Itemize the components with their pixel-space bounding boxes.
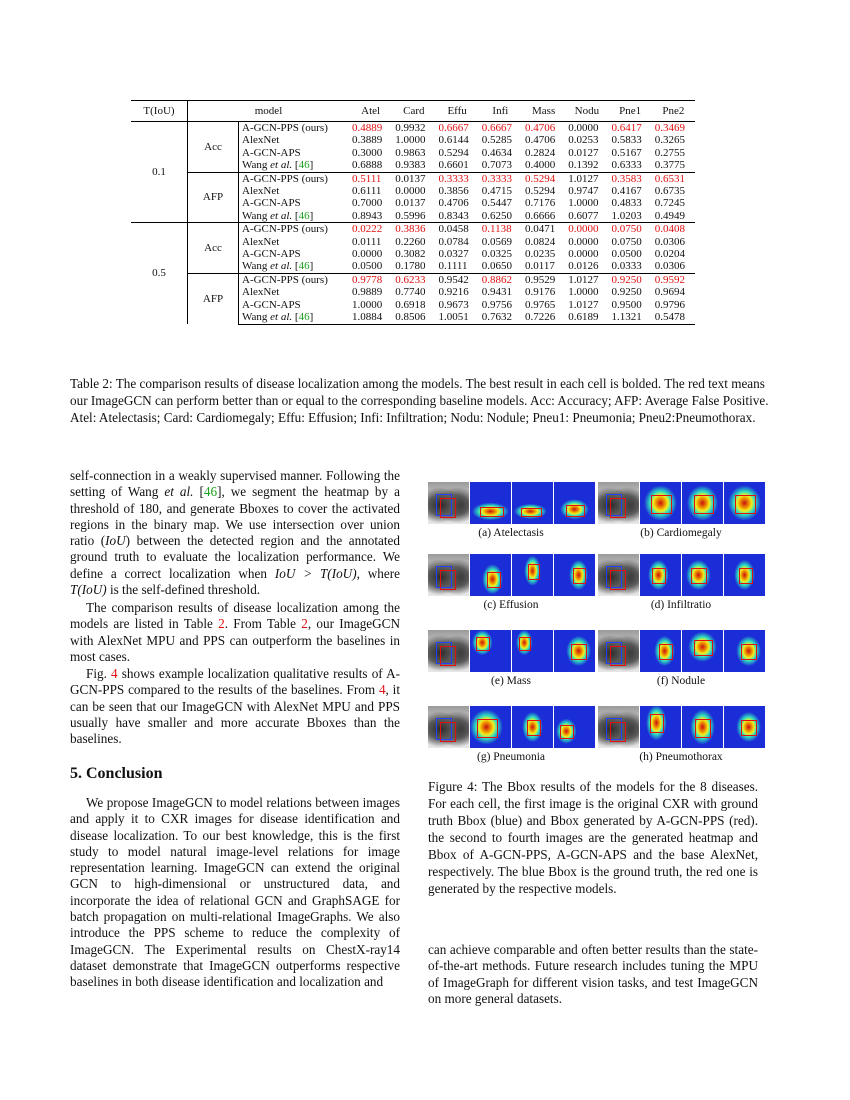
table-cell: 0.5167: [611, 146, 642, 159]
table-cell: 0.1111: [438, 260, 468, 273]
table-cell: 0.9176: [525, 286, 556, 299]
heatmap-bbox: [573, 568, 586, 584]
table-cell: 1.0127: [568, 298, 599, 311]
table-cell: 0.0333: [611, 260, 642, 273]
figure-subcaption: (c) Effusion: [483, 599, 539, 611]
model-name-cell: A-GCN-APS: [239, 248, 350, 260]
col-header: Pne2: [652, 101, 695, 122]
table-cell: 0.3856: [438, 185, 469, 198]
table-cell: 0.0325: [481, 248, 512, 261]
table-cell: 0.0824: [525, 235, 556, 248]
figure-subcaption: (e) Mass: [491, 675, 531, 687]
predicted-bbox: [440, 646, 456, 666]
table-cell: 0.0306: [654, 260, 685, 273]
heatmap-image: [640, 630, 681, 672]
table-cell: 0.0137: [395, 197, 426, 210]
table-cell: 0.2260: [395, 235, 426, 248]
table-cell: 0.4634: [481, 146, 512, 159]
figure-ref-link[interactable]: 4: [111, 666, 118, 681]
col-header: Card: [392, 101, 435, 122]
table-cell: 0.6601: [438, 159, 469, 172]
table-cell: 0.6189: [565, 311, 608, 324]
table-cell: 0.9250: [609, 273, 652, 286]
table-cell: 0.9500: [611, 298, 642, 311]
table-cell: 0.8862: [479, 273, 522, 286]
table-cell: 1.0051: [436, 311, 479, 324]
heatmap-bbox: [487, 572, 501, 588]
heatmap-image: [640, 554, 681, 596]
citation-link[interactable]: 46: [203, 484, 218, 500]
table-cell: 0.0117: [525, 260, 555, 273]
heatmap-image: [512, 482, 553, 524]
table-cell: 0.9756: [481, 298, 512, 311]
model-name-cell: A-GCN-PPS (ours): [239, 172, 350, 185]
table-cell: 1.0000: [568, 197, 599, 210]
table-row: [131, 223, 695, 236]
heatmap-image: [640, 482, 681, 524]
model-name-cell: AlexNet: [239, 134, 350, 146]
table-cell: 0.9863: [395, 146, 426, 159]
col-header: Atel: [349, 101, 392, 122]
table-cell: 0.5996: [395, 209, 426, 222]
heatmap-bbox: [519, 637, 531, 651]
cxr-image: [428, 554, 469, 596]
table-cell: 0.0569: [481, 235, 512, 248]
predicted-bbox: [610, 646, 626, 666]
col-header: T(IoU): [131, 101, 188, 122]
heatmap-image: [470, 630, 511, 672]
table-cell: 0.7226: [522, 311, 565, 324]
table-cell: 1.0884: [349, 311, 392, 324]
heatmap-image: [682, 554, 723, 596]
heatmap-bbox: [528, 564, 540, 580]
table-cell: 0.0327: [438, 248, 469, 261]
table-cell: 0.8943: [352, 209, 383, 222]
heatmap-bbox: [651, 495, 672, 514]
table-cell: 0.5285: [481, 134, 512, 147]
heatmap-image: [554, 706, 595, 748]
figure-subcaption: (h) Pneumothorax: [639, 751, 723, 763]
cxr-image: [598, 482, 639, 524]
heatmap-image: [724, 482, 765, 524]
heatmap-bbox: [659, 644, 673, 660]
table-cell: 0.9250: [611, 286, 642, 299]
col-header: model: [188, 101, 350, 122]
table-cell: 0.9778: [349, 273, 392, 286]
table-cell: 0.7176: [525, 197, 556, 210]
table-cell: 0.6888: [352, 159, 383, 172]
table-cell: 0.9383: [395, 159, 426, 172]
figure-panel: [598, 630, 764, 692]
table-cell: 1.0127: [565, 273, 608, 286]
table-cell: 0.1138: [479, 223, 522, 236]
table-cell: 0.6667: [481, 122, 512, 134]
table-cell: 0.5478: [652, 311, 695, 324]
table-cell: 0.6111: [352, 185, 382, 198]
model-name-cell: Wang et al. [46]: [239, 159, 350, 172]
table-cell: 0.4889: [352, 122, 383, 134]
table-caption: Table 2: The comparison results of disease localization among the models. The best result in each cell is bolded. The red text means our ImageGCN can perform better than or equal to the corresponding baseline models. Acc: Accuracy; AFP: Average False Positive. Atel: Atelectasis; Card: Cardiomegaly; Effu: Effusion; Infi: Infiltration; Nodu: Nodule; Pneu1: Pneumonia; Pneu2:Pneumothorax.: [70, 376, 769, 425]
table-cell: 0.3469: [654, 122, 685, 134]
table-cell: 0.0111: [352, 235, 382, 248]
table-row: [131, 172, 695, 185]
predicted-bbox: [610, 498, 626, 518]
figure-subcaption: (d) Infiltratio: [650, 599, 712, 611]
table-cell: 0.0235: [525, 248, 556, 261]
table-cell: 0.0500: [611, 248, 642, 261]
heatmap-bbox: [571, 644, 587, 660]
heatmap-image: [724, 630, 765, 672]
table-row: [131, 122, 695, 135]
table-cell: 0.5447: [481, 197, 512, 210]
paragraph-figure-discussion: Fig. 4 shows example localization qualitative results of A-GCN-PPS compared to the results of the baselines. From 4, it can be seen that our ImageGCN with AlexNet MPU and PPS usually have smaller and more accurate Bboxes than the baselines.: [70, 666, 401, 747]
table-cell: 0.9431: [481, 286, 512, 299]
table-cell: 0.6666: [525, 209, 556, 222]
table-cell: 0.0650: [481, 260, 512, 273]
table-cell: 0.7000: [352, 197, 383, 210]
paragraph-comparison: The comparison results of disease localization among the models are listed in Table 2. From Table 2, our ImageGCN with AlexNet MPU and PPS can outperform the baselines in most cases.: [70, 600, 400, 664]
figure-ref-link[interactable]: 4: [378, 682, 386, 698]
table-cell: 0.3333: [436, 172, 479, 185]
predicted-bbox: [610, 722, 626, 742]
table-cell: 0.0137: [392, 172, 435, 185]
table-cell: 0.8343: [438, 209, 469, 222]
table-cell: 0.0000: [568, 122, 599, 134]
heatmap-bbox: [480, 507, 504, 517]
table-cell: 0.9765: [525, 298, 556, 311]
predicted-bbox: [610, 570, 626, 590]
table-cell: 1.0000: [352, 298, 383, 311]
heatmap-bbox: [694, 640, 713, 656]
table-cell: 0.9694: [654, 286, 685, 299]
table-cell: 0.5111: [349, 172, 392, 185]
table-cell: 0.3000: [352, 146, 383, 159]
heatmap-image: [724, 706, 765, 748]
section-title: 5. Conclusion: [70, 765, 163, 782]
table-cell: 0.6233: [392, 273, 435, 286]
table-cell: 0.4706: [525, 122, 556, 134]
heatmap-bbox: [695, 719, 711, 738]
table-cell: 0.7740: [395, 286, 426, 299]
table-ref-link[interactable]: 2: [218, 616, 225, 632]
table-cell: 0.6417: [611, 122, 642, 134]
col-header: Effu: [436, 101, 479, 122]
table-cell: 0.6144: [438, 134, 469, 147]
figure-bbox-results: [428, 482, 764, 772]
iou-threshold-cell: 0.1: [152, 165, 166, 178]
heatmap-bbox: [741, 644, 757, 660]
heatmap-image: [724, 554, 765, 596]
model-name-cell: A-GCN-PPS (ours): [239, 122, 350, 135]
predicted-bbox: [440, 498, 456, 518]
citation-link[interactable]: 46: [298, 209, 310, 222]
table-cell: 0.3583: [609, 172, 652, 185]
cxr-image: [598, 630, 639, 672]
cxr-image: [598, 706, 639, 748]
heatmap-image: [470, 706, 511, 748]
table-header-row: [131, 101, 695, 122]
heatmap-image: [470, 482, 511, 524]
model-name-cell: AlexNet: [239, 185, 350, 197]
model-name-cell: A-GCN-APS: [239, 299, 350, 311]
table-cell: 0.9592: [652, 273, 695, 286]
table-cell: 0.9542: [436, 273, 479, 286]
table-cell: 0.3889: [352, 134, 383, 147]
figure-panel: [598, 482, 764, 544]
table-cell: 1.0127: [565, 172, 608, 185]
col-header: Pne1: [609, 101, 652, 122]
model-name-cell: AlexNet: [239, 236, 350, 248]
heatmap-bbox: [652, 568, 666, 584]
paragraph-conclusion: We propose ImageGCN to model relations between images and apply it to CXR images for disease identification and disease localization. To our best knowledge, this is the first study to model natural image-level relations for image representation learning. ImageGCN can extend the original GCN to high-dimensional or unstructured data, and incorporate the idea of relational GCN and GraphSAGE for batch propagation on multi-relational ImageGraphs. We also introduce the PPS scheme to reduce the complexity of ImageGCN. The Experimental results on ChestX-ray14 dataset demonstrate that ImageGCN outperforms respective baselines in both disease identification and localization and: [70, 795, 400, 990]
predicted-bbox: [440, 570, 456, 590]
col-header: Mass: [522, 101, 565, 122]
table-cell: 0.0204: [654, 248, 685, 261]
table-cell: 0.9529: [522, 273, 565, 286]
heatmap-bbox: [477, 719, 498, 738]
table-cell: 0.9889: [352, 286, 383, 299]
citation-link[interactable]: 46: [298, 159, 310, 172]
metric-cell: Acc: [188, 122, 239, 173]
table-cell: 0.5294: [525, 185, 556, 198]
table-cell: 0.4949: [654, 209, 685, 222]
figure-subcaption: (f) Nodule: [656, 675, 706, 687]
table-cell: 0.0750: [609, 223, 652, 236]
figure-subcaption: (g) Pneumonia: [476, 751, 546, 763]
table-cell: 0.0000: [352, 248, 383, 261]
table-cell: 1.0203: [611, 209, 642, 222]
table-cell: 0.0000: [565, 223, 608, 236]
table-cell: 0.5294: [522, 172, 565, 185]
heatmap-image: [554, 482, 595, 524]
table-cell: 0.2755: [654, 146, 685, 159]
table-cell: 0.0222: [349, 223, 392, 236]
figure-panel: [428, 630, 594, 692]
table-cell: 0.2824: [525, 146, 556, 159]
table-cell: 0.0750: [611, 235, 642, 248]
figure-subcaption: (a) Atelectasis: [478, 527, 544, 539]
iou-threshold-cell: 0.5: [131, 223, 188, 324]
table-cell: 0.4715: [481, 185, 512, 198]
cxr-image: [598, 554, 639, 596]
metric-cell: AFP: [188, 273, 239, 324]
heatmap-image: [512, 706, 553, 748]
metric-cell: Acc: [188, 223, 239, 274]
table-cell: 0.4706: [525, 134, 556, 147]
table-cell: 0.6667: [438, 122, 469, 134]
table-cell: 0.9216: [438, 286, 469, 299]
model-name-cell: Wang et al. [46]: [239, 311, 350, 324]
figure-panel: [428, 554, 594, 616]
table-cell: 0.4000: [525, 159, 556, 172]
heatmap-image: [512, 630, 553, 672]
table-cell: 0.9796: [654, 298, 685, 311]
figure-panel: [598, 706, 764, 768]
table-cell: 1.1321: [609, 311, 652, 324]
heatmap-image: [682, 630, 723, 672]
table-cell: 0.0471: [522, 223, 565, 236]
table-cell: 0.5833: [611, 134, 642, 147]
heatmap-bbox: [741, 720, 757, 736]
table-cell: 0.3333: [479, 172, 522, 185]
heatmap-image: [682, 706, 723, 748]
figure-panel: [598, 554, 764, 616]
table-cell: 0.1392: [568, 159, 599, 172]
paragraph-localization: self-connection in a weakly supervised manner. Following the setting of Wang et al. [46], we segment the heatmap by a threshold of 180, and generate Bboxes to cover the activated regions in the binary map. We use intersection over union ratio (IoU) between the detected region and the annotated ground truth to evaluate the localization performance. We define a correct localization when IoU > T(IoU), where T(IoU) is the self-defined threshold.: [70, 468, 400, 598]
table-cell: 0.0000: [395, 185, 426, 198]
table-cell: 0.4833: [611, 197, 642, 210]
metric-cell: AFP: [188, 172, 239, 223]
table-row: [131, 273, 695, 286]
heatmap-image: [682, 482, 723, 524]
table-cell: 0.0253: [568, 134, 599, 147]
col-header: Nodu: [565, 101, 608, 122]
model-name-cell: A-GCN-PPS (ours): [239, 273, 350, 286]
table-cell: 1.0000: [395, 134, 426, 147]
table-cell: 0.0408: [652, 223, 695, 236]
table-cell: 0.6735: [654, 185, 685, 198]
figure-caption: Figure 4: The Bbox results of the models for the 8 diseases. For each cell, the first image is the original CXR with ground truth Bbox (blue) and Bbox generated by A-GCN-PPS (red). the second to fourth images are the generated heatmap and Bbox of A-GCN-PPS, A-GCN-APS and the base AlexNet, respectively. The blue Bbox is the ground truth, the red one is generated by the respective models.: [428, 779, 758, 896]
table-cell: 0.7245: [654, 197, 685, 210]
table-cell: 0.6918: [395, 298, 426, 311]
cxr-image: [428, 706, 469, 748]
heatmap-bbox: [527, 720, 541, 736]
heatmap-image: [554, 630, 595, 672]
heatmap-bbox: [739, 568, 753, 584]
predicted-bbox: [440, 722, 456, 742]
heatmap-image: [470, 554, 511, 596]
table-cell: 0.0784: [438, 235, 469, 248]
heatmap-bbox: [691, 568, 707, 584]
model-name-cell: A-GCN-APS: [239, 147, 350, 159]
table-cell: 0.0127: [568, 146, 599, 159]
table-cell: 0.3836: [392, 223, 435, 236]
model-name-cell: AlexNet: [239, 286, 350, 298]
table-cell: 0.0000: [568, 235, 599, 248]
table-cell: 0.0458: [436, 223, 479, 236]
table-cell: 0.7073: [481, 159, 512, 172]
heatmap-bbox: [735, 495, 756, 514]
figure-panel: [428, 482, 594, 544]
table-cell: 0.6077: [568, 209, 599, 222]
citation-link[interactable]: 46: [298, 260, 310, 273]
table-cell: 0.3082: [395, 248, 426, 261]
table-cell: 0.3265: [654, 134, 685, 147]
table-cell: 0.8506: [392, 311, 435, 324]
table-body: [131, 122, 695, 325]
table-cell: 0.4706: [438, 197, 469, 210]
table-cell: 0.4167: [611, 185, 642, 198]
table-cell: 0.3775: [654, 159, 685, 172]
paragraph-future-work: can achieve comparable and often better results than the state-of-the-art methods. Future research includes tuning the MPU of ImageGraph for different vision tasks, and test ImageGCN on more general datasets.: [428, 942, 758, 1006]
table-cell: 0.6250: [481, 209, 512, 222]
table-cell: 0.9673: [438, 298, 469, 311]
heatmap-bbox: [521, 508, 542, 517]
table-cell: 1.0000: [568, 286, 599, 299]
model-name-cell: A-GCN-PPS (ours): [239, 223, 350, 236]
table-cell: 0.6333: [611, 159, 642, 172]
cxr-image: [428, 630, 469, 672]
model-name-cell: Wang et al. [46]: [239, 210, 350, 223]
table-cell: 0.7632: [479, 311, 522, 324]
heatmap-bbox: [476, 637, 490, 651]
figure-panel: [428, 706, 594, 768]
heatmap-bbox: [650, 714, 664, 733]
heatmap-image: [554, 554, 595, 596]
heatmap-bbox: [560, 725, 574, 739]
model-name-cell: Wang et al. [46]: [239, 260, 350, 273]
heatmap-image: [640, 706, 681, 748]
table-cell: 0.0500: [352, 260, 383, 273]
heatmap-image: [512, 554, 553, 596]
citation-link[interactable]: 46: [298, 311, 310, 324]
table-cell: 0.9747: [568, 185, 599, 198]
table-cell: 0.1780: [395, 260, 426, 273]
heatmap-bbox: [566, 505, 585, 517]
heatmap-bbox: [694, 495, 714, 514]
table-cell: 0.6531: [652, 172, 695, 185]
cxr-image: [428, 482, 469, 524]
results-table: [131, 100, 695, 325]
table-cell: 0.0126: [568, 260, 599, 273]
table-cell: 0.5294: [438, 146, 469, 159]
figure-subcaption: (b) Cardiomegaly: [640, 527, 722, 539]
col-header: Infi: [479, 101, 522, 122]
table-cell: 0.0306: [654, 235, 685, 248]
table-cell: 0.0000: [568, 248, 599, 261]
table-ref-link[interactable]: 2: [301, 616, 308, 632]
model-name-cell: A-GCN-APS: [239, 197, 350, 209]
table-cell: 0.9932: [395, 122, 426, 134]
